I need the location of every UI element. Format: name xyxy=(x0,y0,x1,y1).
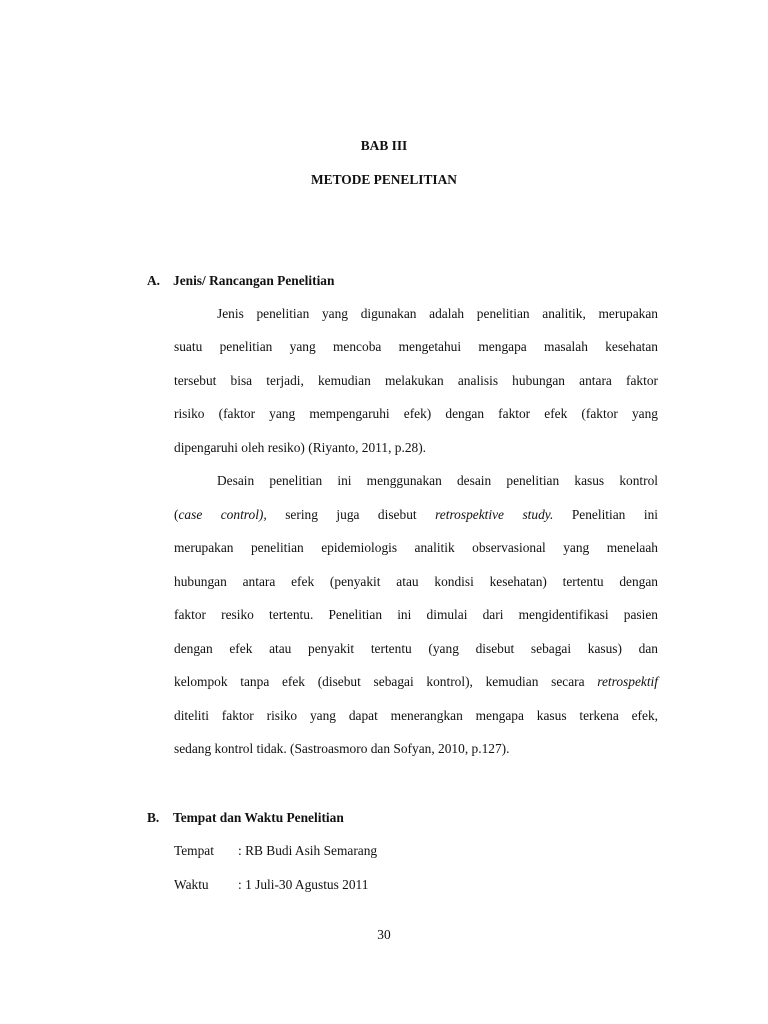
paragraph-2-line-1: Desain penelitian ini menggunakan desain penelitian kasus kontrol xyxy=(217,473,658,488)
paragraph-2-line-7-text: kelompok tanpa efek (disebut sebagai kontrol), kemudian secara xyxy=(174,674,598,689)
section-a-marker: A. xyxy=(147,273,161,288)
retrospektif-term: retrospektif xyxy=(597,674,658,689)
page-number: 30 xyxy=(377,927,391,942)
section-a-heading xyxy=(147,273,334,289)
paragraph-2-line-4: hubungan antara efek (penyakit atau kondisi kesehatan) tertentu dengan xyxy=(174,574,658,589)
section-a-title: Jenis/ Rancangan Penelitian xyxy=(173,273,335,288)
paragraph-1-line-3: tersebut bisa terjadi, kemudian melakukan analisis hubungan antara faktor xyxy=(174,373,658,388)
place-label: Tempat xyxy=(174,843,214,858)
paragraph-2-line-5: faktor resiko tertentu. Penelitian ini dimulai dari mengidentifikasi pasien xyxy=(174,607,658,622)
paragraph-2-line-6: dengan efek atau penyakit tertentu (yang disebut sebagai kasus) dan xyxy=(174,641,658,656)
paragraph-1-line-5: dipengaruhi oleh resiko) (Riyanto, 2011, p.28). xyxy=(174,440,427,455)
time-label: Waktu xyxy=(174,877,209,892)
chapter-title: METODE PENELITIAN xyxy=(311,172,457,187)
paragraph-1-line-4: risiko (faktor yang mempengaruhi efek) dengan faktor efek (faktor yang xyxy=(174,406,658,421)
paragraph-1-line-1: Jenis penelitian yang digunakan adalah penelitian analitik, merupakan xyxy=(217,306,658,321)
paragraph-2-line-7 xyxy=(174,674,658,690)
paragraph-2-line-8: diteliti faktor risiko yang dapat menerangkan mengapa kasus terkena efek, xyxy=(174,708,658,723)
paragraph-2-line-9: sedang kontrol tidak. (Sastroasmoro dan Sofyan, 2010, p.127). xyxy=(174,741,510,756)
place-row xyxy=(174,843,377,859)
section-b-marker: B. xyxy=(147,810,160,825)
case-control-term: case control), xyxy=(178,507,267,522)
place-value: : RB Budi Asih Semarang xyxy=(238,843,378,858)
paragraph-2-line-2 xyxy=(174,507,658,523)
time-value: : 1 Juli-30 Agustus 2011 xyxy=(238,877,369,892)
open-paren: ( xyxy=(174,507,179,522)
paragraph-2-line-3: merupakan penelitian epidemiologis analitik observasional yang menelaah xyxy=(174,540,658,555)
section-b-heading xyxy=(147,810,344,826)
section-b-title: Tempat dan Waktu Penelitian xyxy=(173,810,344,825)
retrospektive-study-term: retrospektive study. xyxy=(435,507,554,522)
paragraph-1-line-2: suatu penelitian yang mencoba mengetahui mengapa masalah kesehatan xyxy=(174,339,658,354)
paragraph-2-line-2-mid: sering juga disebut xyxy=(266,507,436,522)
time-row xyxy=(174,877,368,893)
paragraph-2-line-2-end: Penelitian ini xyxy=(553,507,658,522)
chapter-number: BAB III xyxy=(360,138,408,153)
